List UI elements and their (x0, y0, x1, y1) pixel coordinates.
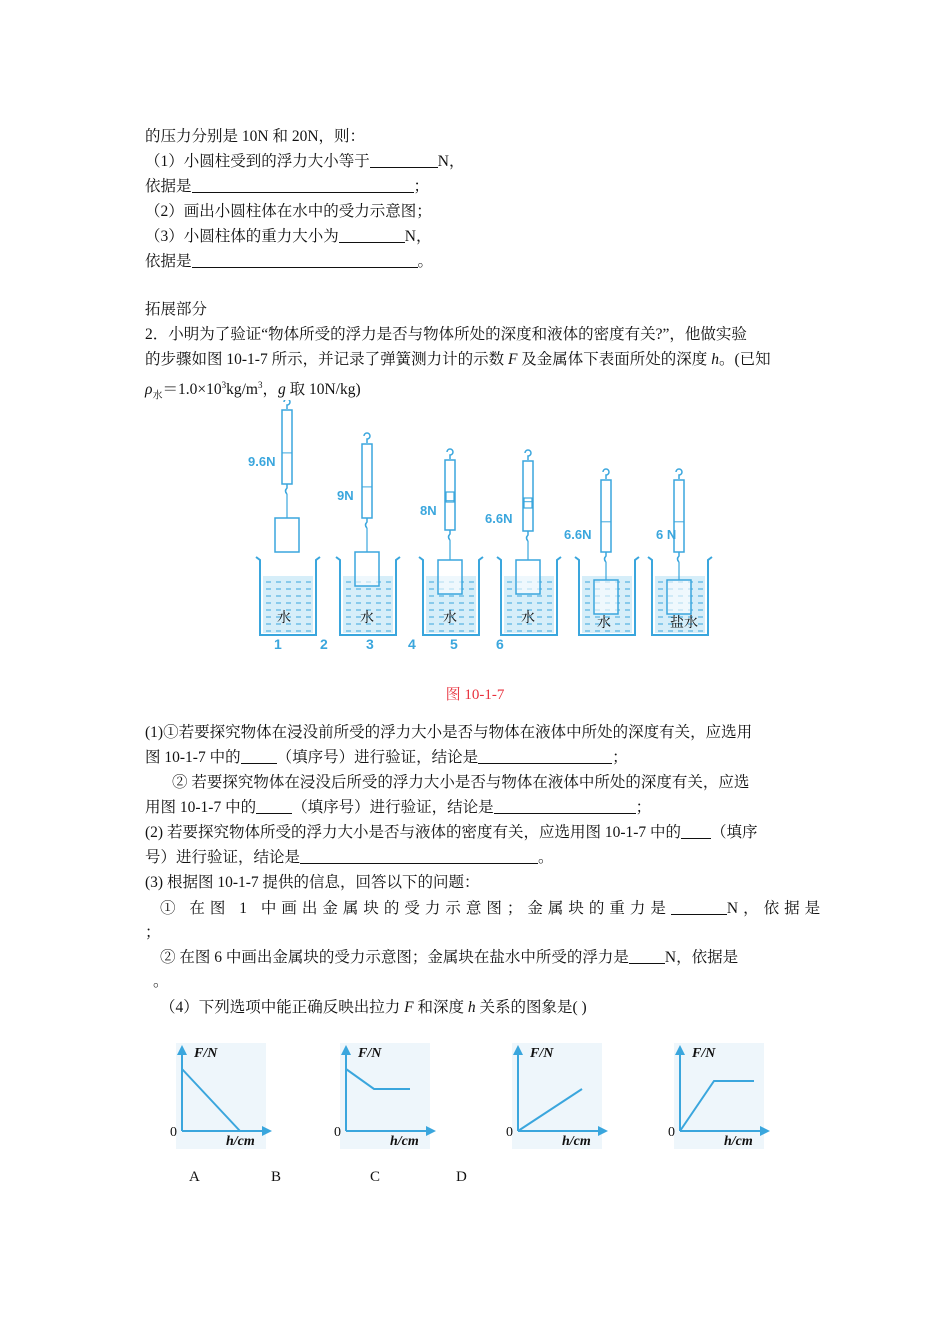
y-axis-label: F/N (358, 1046, 382, 1061)
x-axis-arrow (598, 1126, 608, 1136)
answer-blank[interactable] (629, 947, 665, 964)
question-1-line: （1）小圆柱受到的浮力大小等于 N， (145, 153, 465, 170)
liquid-label: 水 (360, 610, 374, 626)
answer-blank[interactable] (478, 747, 612, 764)
step-number: 5 (450, 636, 458, 652)
y-axis-label: F/N (194, 1046, 218, 1061)
spring-scale (601, 480, 611, 552)
x-axis-label: h/cm (226, 1134, 255, 1149)
figure-caption: 图 10-1-7 (445, 687, 505, 703)
spring-scale (362, 444, 372, 518)
x-axis-label: h/cm (724, 1134, 753, 1149)
x-axis-label: h/cm (390, 1134, 419, 1149)
reading-label: 6.6N (564, 527, 592, 542)
spring-scale (523, 461, 533, 531)
metal-block (438, 560, 462, 594)
origin-label: 0 (506, 1125, 513, 1140)
answer-blank[interactable] (241, 747, 277, 764)
liquid-label: 水 (597, 615, 611, 631)
problem-2-line: 的步骤如图 10-1-7 所示，并记录了弹簧测力计的示数 F 及金属体下表面所处的深度 h。(已知 (145, 351, 771, 368)
question-3-line: （3）小圆柱体的重力大小为 N， (145, 228, 432, 245)
y-axis-label: F/N (692, 1046, 716, 1061)
metal-block (594, 580, 618, 614)
subquestion-line: （4）下列选项中能正确反映出拉力 F 和深度 h 关系的图象是( ) (160, 999, 587, 1016)
answer-blank[interactable] (339, 226, 405, 243)
subquestion-line: 用图 10-1-7 中的 （填序号）进行验证，结论是 ； (145, 799, 652, 816)
subquestion-line: (1)①若要探究物体在浸没前所受的浮力大小是否与物体在液体中所处的深度有关，应选用 (145, 724, 753, 741)
reading-label: 9.6N (248, 454, 276, 469)
subquestion-line: 号）进行验证，结论是 。 (145, 849, 554, 866)
reading-label: 8N (420, 503, 437, 518)
answer-blank[interactable] (681, 822, 711, 839)
origin-label: 0 (668, 1125, 675, 1140)
liquid-label: 水 (277, 610, 291, 626)
metal-block (275, 518, 299, 552)
question-2-line: （2）画出小圆柱体在水中的受力示意图； (145, 203, 432, 220)
reading-label: 6.6N (485, 511, 513, 526)
answer-blank[interactable] (671, 898, 727, 915)
answer-blank[interactable] (192, 251, 418, 268)
figure-10-1-7 (240, 400, 720, 658)
spring-scale (282, 410, 292, 484)
x-axis-label: h/cm (562, 1134, 591, 1149)
liquid-label: 水 (443, 610, 457, 626)
subquestion-line: (2) 若要探究物体所受的浮力大小是否与液体的密度有关，应选用图 10-1-7 中的 （填序 (145, 824, 758, 841)
metal-block (355, 552, 379, 586)
subquestion-line: (3) 根据图 10-1-7 提供的信息，回答以下的问题： (145, 874, 480, 891)
basis-line: 依据是 ； (145, 178, 430, 195)
metal-block (516, 560, 540, 594)
option-a-label[interactable]: A (189, 1169, 200, 1185)
y-axis-label: F/N (530, 1046, 554, 1061)
subquestion-line: ① 在图 1 中画出金属块的受力示意图；金属块的重力是 N，依据是 (160, 900, 826, 917)
liquid-label: 水 (521, 610, 535, 626)
origin-label: 0 (334, 1125, 341, 1140)
x-axis-arrow (426, 1126, 436, 1136)
subquestion-line: ② 若要探究物体在浸没后所受的浮力大小是否与物体在液体中所处的深度有关，应选 (172, 774, 750, 791)
basis-line: 依据是 。 (145, 253, 434, 270)
problem-2-line: $\rho_水=1.0\times 10^3kg/m^3$，g 取 10N/kg) (145, 380, 361, 402)
answer-blank[interactable] (370, 151, 438, 168)
answer-blank[interactable] (494, 797, 636, 814)
x-axis-arrow (760, 1126, 770, 1136)
origin-label: 0 (170, 1125, 177, 1140)
step-number: 3 (366, 636, 374, 652)
option-c-label[interactable]: C (370, 1169, 381, 1185)
reading-label: 6 N (656, 527, 677, 542)
step-number: 2 (320, 636, 328, 652)
answer-blank[interactable] (256, 797, 292, 814)
step-number: 6 (496, 636, 504, 652)
step-number: 4 (408, 636, 416, 652)
subquestion-line: ； (145, 924, 161, 941)
subquestion-line: 。 (153, 973, 169, 990)
option-b-label[interactable]: B (271, 1169, 282, 1185)
answer-blank[interactable] (192, 176, 414, 193)
option-d-label[interactable]: D (456, 1169, 467, 1185)
subquestion-line: ② 在图 6 中画出金属块的受力示意图；金属块在盐水中所受的浮力是 N，依据是 (160, 949, 739, 966)
answer-blank[interactable] (300, 847, 538, 864)
text-line: 的压力分别是 10N 和 20N，则： (145, 128, 366, 145)
liquid-label: 盐水 (670, 615, 698, 631)
problem-2-line: 2．小明为了验证“物体所受的浮力是否与物体所处的深度和液体的密度有关?”，他做实验 (145, 326, 747, 343)
reading-label: 9N (337, 488, 354, 503)
step-number: 1 (274, 636, 282, 652)
x-axis-arrow (262, 1126, 272, 1136)
section-heading: 拓展部分 (145, 301, 208, 318)
subquestion-line: 图 10-1-7 中的 （填序号）进行验证，结论是 ； (145, 749, 628, 766)
metal-block (667, 580, 691, 614)
option-graphs (160, 1035, 780, 1155)
